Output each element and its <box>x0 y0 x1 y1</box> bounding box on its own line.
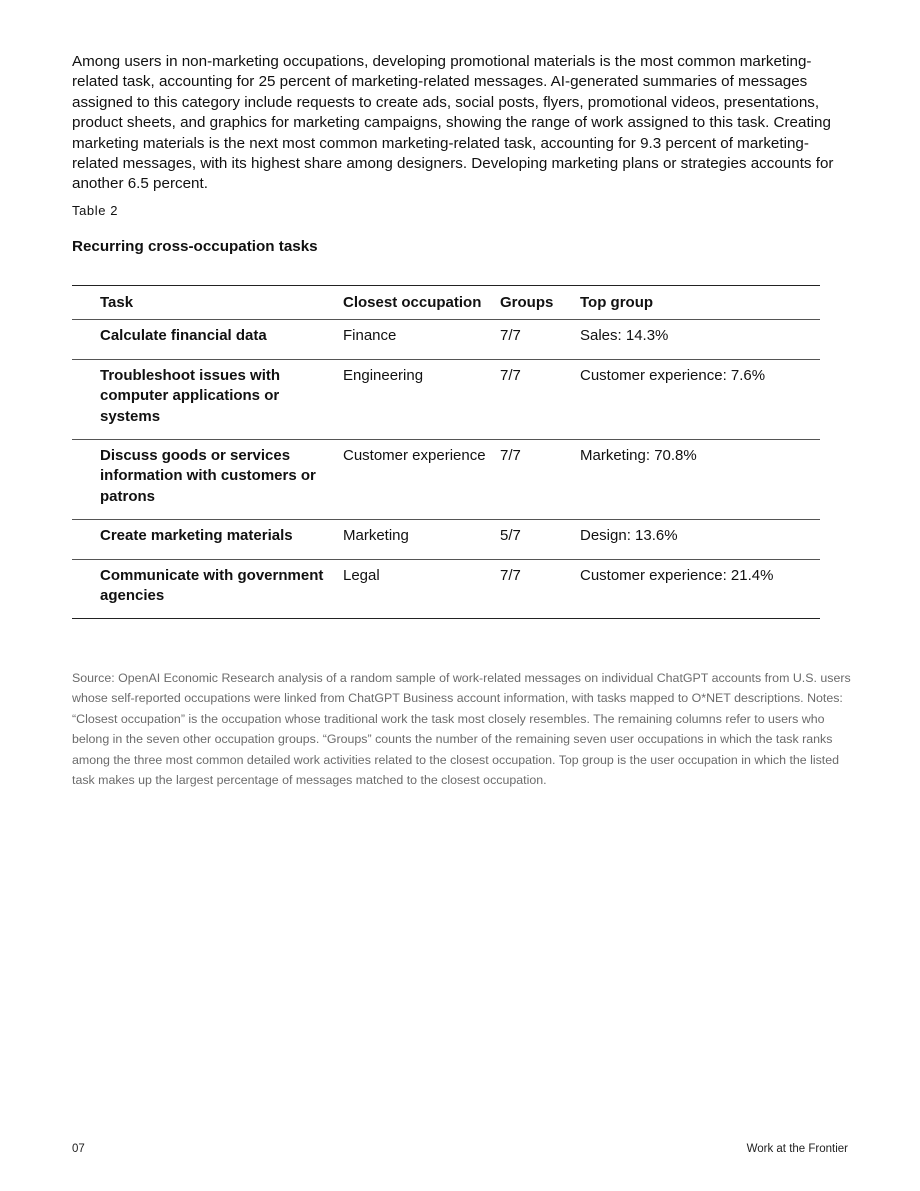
task-cell: Communicate with government agencies <box>100 566 324 605</box>
groups-cell: 7/7 <box>500 327 521 345</box>
closest-occupation-cell: Engineering <box>343 366 424 384</box>
table-tag: Table 2 <box>72 203 119 218</box>
groups-cell: 7/7 <box>500 366 521 384</box>
table-header-row <box>72 286 820 320</box>
top-group-cell: Customer experience: 7.6% <box>580 366 766 384</box>
source-note: Source: OpenAI Economic Research analysis of a random sample of work-related messages on individual ChatGPT accounts from U.S. users whose self-reported occupations were linked from ChatGPT Business account information, with tasks mapped to O*NET descriptions. Notes: “Closest occupation” is the occupation whose traditional work the task most closely resembles. The remaining columns refer to users who belong in the seven other occupation groups. “Groups” counts the number of the remaining seven user occupations in which the task ranks among the three most common detailed work activities related to the closest occupation. Top group is the user occupation in which the listed task makes up the largest percentage of messages matched to the closest occupation. <box>72 671 851 788</box>
groups-cell: 7/7 <box>500 447 521 465</box>
publication-title: Work at the Frontier <box>746 1143 848 1155</box>
table-header <box>72 286 820 320</box>
groups-cell: 5/7 <box>500 527 521 545</box>
header-closest-occupation: Closest occupation <box>343 294 482 311</box>
table-body <box>72 320 820 619</box>
header-task: Task <box>100 294 134 311</box>
table-row <box>72 359 820 439</box>
task-cell: Create marketing materials <box>100 527 293 545</box>
closest-occupation-cell: Customer experience <box>343 447 486 465</box>
top-group-cell: Marketing: 70.8% <box>580 447 697 465</box>
header-groups: Groups <box>500 294 554 311</box>
task-cell: Troubleshoot issues with computer applications or systems <box>100 366 281 425</box>
top-group-cell: Sales: 14.3% <box>580 327 669 345</box>
intro-paragraph: Among users in non-marketing occupations, developing promotional materials is the most common marketing-related task, accounting for 25 percent of marketing-related messages. AI-generated summaries of messages assigned to this category include requests to create ads, social posts, flyers, promotional videos, presentations, product sheets, and graphics for marketing campaigns, showing the range of work assigned to this task. Creating marketing materials is the next most common marketing-related task, accounting for 9.3 percent of marketing-related messages, with its highest share among designers. Developing marketing plans or strategies accounts for another 6.5 percent. <box>72 53 834 193</box>
groups-cell: 7/7 <box>500 566 521 584</box>
closest-occupation-cell: Legal <box>343 566 380 584</box>
table-row <box>72 559 820 619</box>
tasks-table <box>72 285 820 619</box>
table-row <box>72 440 820 520</box>
task-cell: Calculate financial data <box>100 327 267 345</box>
closest-occupation-cell: Finance <box>343 327 397 345</box>
closest-occupation-cell: Marketing <box>343 527 409 545</box>
top-group-cell: Customer experience: 21.4% <box>580 566 774 584</box>
table-row <box>72 520 820 559</box>
table-title: Recurring cross-occupation tasks <box>72 238 318 255</box>
page-number: 07 <box>72 1143 85 1155</box>
task-cell: Discuss goods or services information with customers or patrons <box>100 447 316 505</box>
top-group-cell: Design: 13.6% <box>580 527 678 545</box>
table-row <box>72 320 820 359</box>
header-top-group: Top group <box>580 294 654 311</box>
